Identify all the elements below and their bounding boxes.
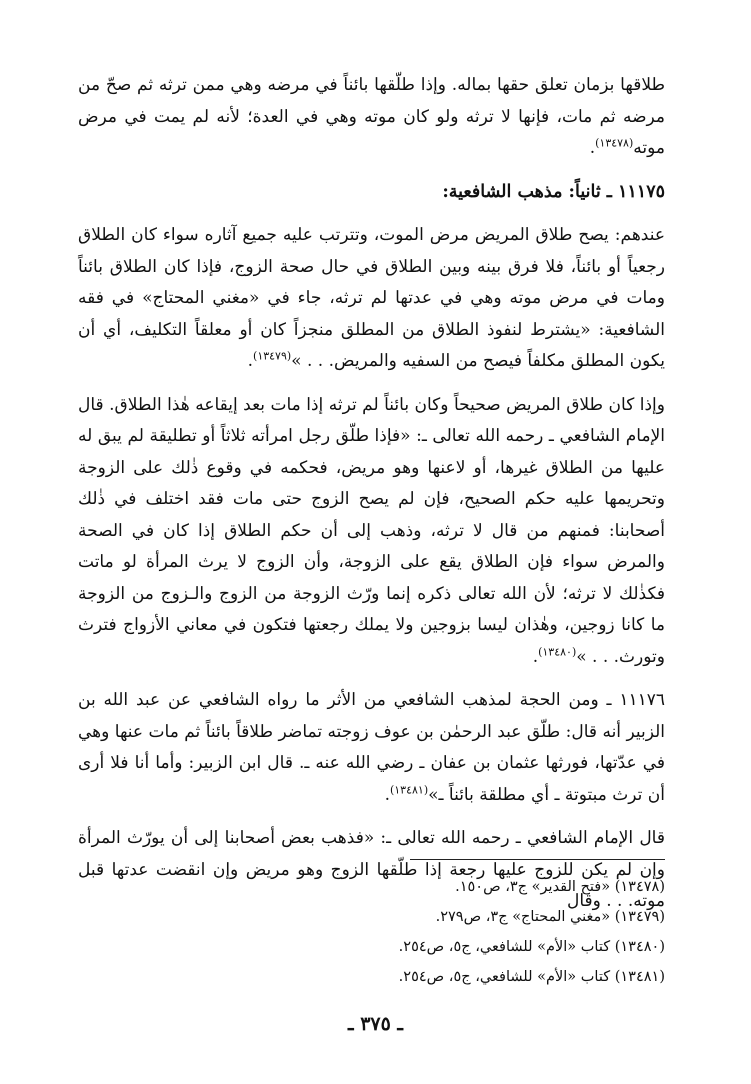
paragraph-4-end: . [384,784,390,805]
footnote-13478: (١٣٤٧٨) «فتح القدير» ج٣، ص١٥٠. [455,879,665,895]
spacer [78,208,665,220]
paragraph-1 [78,70,665,165]
footnote-13481: (١٣٤٨١) كتاب «الأم» للشافعي، ج٥، ص٢٥٤. [398,969,665,985]
paragraph-3 [78,390,665,674]
footnote-ref-13479: (١٣٤٧٩) [253,349,292,363]
page-number: ـ ٣٧٥ ـ [348,1013,403,1035]
spacer [78,811,665,823]
paragraph-1-text: طلاقها بزمان تعلق حقها بماله. وإذا طلّقها بائناً في مرضه وهي ممن ترثه ثم صحّ من مرضه ثم مات، فإنها لا ترثه ولو كان موته وهي في العدة؛ لأنه لم يمت في مرض موته [78,75,665,158]
footnotes [120,872,665,992]
main-text [78,70,665,918]
paragraph-2-end: . [247,351,254,371]
paragraph-1-end: . [589,138,596,158]
footnote-ref-13478: (١٣٤٧٨) [595,136,634,150]
spacer [78,165,665,177]
footnote-divider [410,859,665,860]
paragraph-2 [78,220,665,378]
paragraph-4-text: ١١١٧٦ ـ ومن الحجة لمذهب الشافعي من الأثر ما رواه الشافعي عن عبد الله بن الزبير أنه قال: طلّق عبد الرحمٰن بن عوف زوجته تماضر طلاقاً بائناً ثم مات عنها وهي في عدّتها، فورثها عثمان بن عفان ـ رضي الله عنه ـ. قال ابن الزبير: وأما أنا فلا أرى أن ترث مبتوتة ـ أي مطلقة بائناً ـ» [78,690,665,805]
section-heading: ١١١٧٥ ـ ثانياً: مذهب الشافعية: [442,181,665,202]
paragraph-4 [78,685,665,811]
paragraph-2-text: عندهم: يصح طلاق المريض مرض الموت، وتترتب عليه جميع آثاره سواء كان الطلاق رجعياً أو بائناً، فلا فرق بينه وبين الطلاق في حال صحة الزوج، فإذا كان الطلاق بائناً ومات في مرض موته وهي في عدتها لم ترثه، جاء في «مغني المحتاج» في فقه الشافعية: «يشترط لنفوذ الطلاق من المطلق منجزاً كان أو معلقاً التكليف، أي أن يكون المطلق مكلفاً فيصح من السفيه والمريض. . . » [78,225,665,371]
footnote-13479: (١٣٤٧٩) «مغني المحتاج» ج٣، ص٢٧٩. [435,909,665,925]
footnote-ref-13480: (١٣٤٨٠) [538,644,577,658]
footnote-ref-13481: (١٣٤٨١) [389,782,429,796]
paragraph-5: قال الإمام الشافعي ـ رحمه الله تعالى ـ: «فذهب بعض أصحابنا إلى أن يورّث المرأة وإن لم يكن للزوج عليها رجعة إذا طلّقها الزوج وهو مريض وإن انقضت عدتها قبل موته. . . وقال [78,828,665,911]
paragraph-3-end: . [532,646,539,667]
footnote-13480: (١٣٤٨٠) كتاب «الأم» للشافعي، ج٥، ص٢٥٤. [398,939,665,955]
paragraph-3-text: وإذا كان طلاق المريض صحيحاً وكان بائناً لم ترثه إذا مات بعد إيقاعه هٰذا الطلاق. قال الإمام الشافعي ـ رحمه الله تعالى ـ: «فإذا طلّق رجل امرأته ثلاثاً أو تطليقة لم يبق له عليها من الطلاق غيرها، أو لاعنها وهو مريض، فحكمه في وقوع ذٰلك على الزوجة وتحريمها عليه حكم الصحيح، فإن لم يصح الزوج حتى مات فقد اختلف في ذٰلك أصحابنا: فمنهم من قال لا ترثه، وذهب إلى أن حكم الطلاق إذا كان في الصحة والمرض سواء فإن الطلاق يقع على الزوجة، وأن الزوج لا يرث المرأة لو ماتت فكذٰلك لا ترثه؛ لأن الله تعالى ذكره إنما ورّث الزوجة من الزوج والـزوج من الزوجة ما كانا زوجين، وهٰذان ليسا بزوجين ولا يملك رجعتها فتكون في معاني الأزواج فترث وتورث. . . » [78,394,665,667]
spacer [78,673,665,685]
spacer [78,378,665,390]
